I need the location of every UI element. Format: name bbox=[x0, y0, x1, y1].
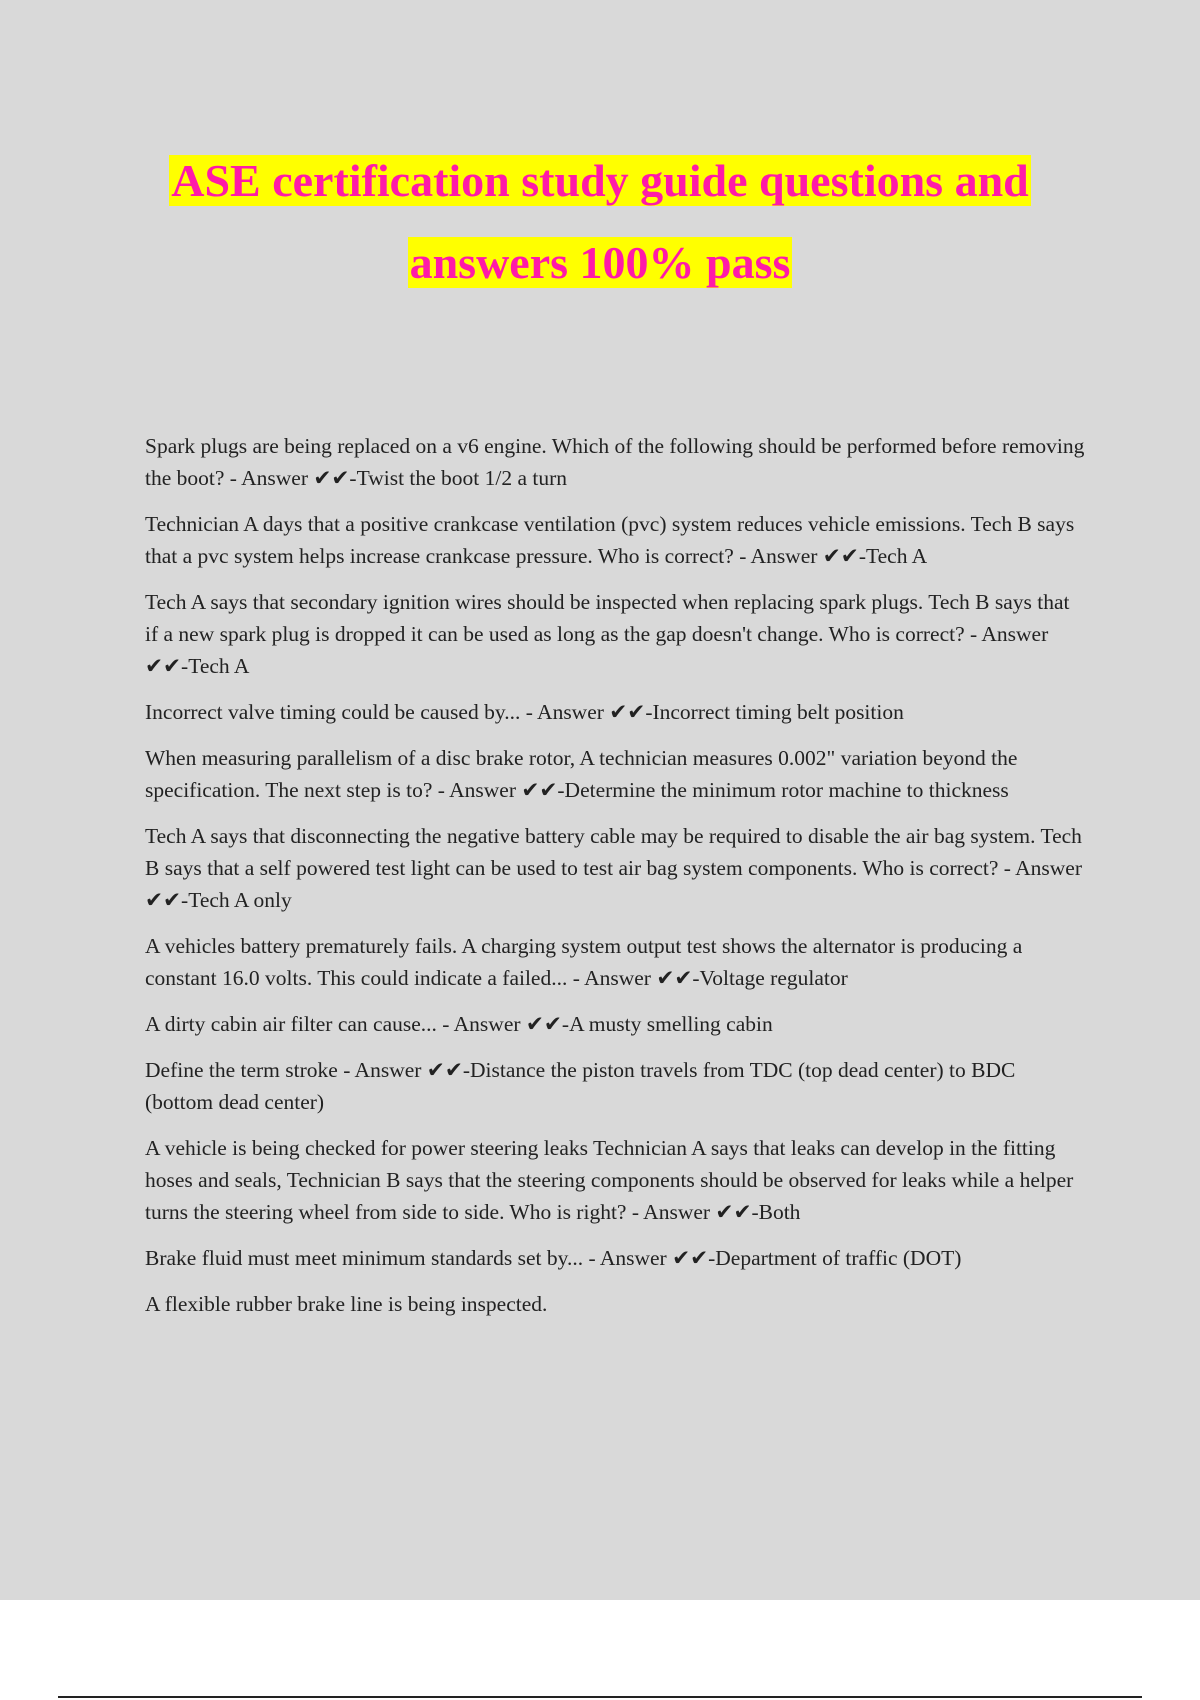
qa-item-12: A flexible rubber brake line is being inspected. bbox=[145, 1292, 548, 1316]
qa-item-8: A dirty cabin air filter can cause... - Answer ✔✔-A musty smelling cabin bbox=[145, 1012, 773, 1036]
title-line-1: ASE certification study guide questions and bbox=[171, 155, 1029, 206]
footer-divider bbox=[58, 1696, 1142, 1698]
qa-item-3: Tech A says that secondary ignition wires should be inspected when replacing spark plugs. Tech B says that if a new spark plug is dropped it can be used as long as the gap doesn't change. Who is correct? - Answer ✔✔-Tech A bbox=[145, 590, 1070, 678]
title-line-2: answers 100% pass bbox=[409, 237, 791, 288]
question-answer-list bbox=[145, 430, 1085, 1334]
qa-item-1: Spark plugs are being replaced on a v6 engine. Which of the following should be performed before removing the boot? - Answer ✔✔-Twist the boot 1/2 a turn bbox=[145, 434, 1085, 490]
qa-item-9: Define the term stroke - Answer ✔✔-Distance the piston travels from TDC (top dead center) to BDC (bottom dead center) bbox=[145, 1058, 1016, 1114]
qa-item-7: A vehicles battery prematurely fails. A charging system output test shows the alternator is producing a constant 16.0 volts. This could indicate a failed... - Answer ✔✔-Voltage regulator bbox=[145, 934, 1023, 990]
qa-item-5: When measuring parallelism of a disc brake rotor, A technician measures 0.002" variation beyond the specification. The next step is to? - Answer ✔✔-Determine the minimum rotor machine to thickness bbox=[145, 746, 1018, 802]
qa-item-4: Incorrect valve timing could be caused by... - Answer ✔✔-Incorrect timing belt position bbox=[145, 700, 904, 724]
qa-item-2: Technician A days that a positive crankcase ventilation (pvc) system reduces vehicle emissions. Tech B says that a pvc system helps increase crankcase pressure. Who is correct? - Answer ✔✔-Tech A bbox=[145, 512, 1075, 568]
qa-item-10: A vehicle is being checked for power steering leaks Technician A says that leaks can develop in the fitting hoses and seals, Technician B says that the steering components should be observed for leaks while a helper turns the steering wheel from side to side. Who is right? - Answer ✔✔-Both bbox=[145, 1136, 1074, 1224]
qa-item-6: Tech A says that disconnecting the negative battery cable may be required to disable the air bag system. Tech B says that a self powered test light can be used to test air bag system components. Who is correct? - Answer ✔✔-Tech A only bbox=[145, 824, 1083, 912]
document-title bbox=[0, 140, 1200, 304]
qa-item-11: Brake fluid must meet minimum standards set by... - Answer ✔✔-Department of traffic (DOT) bbox=[145, 1246, 962, 1270]
